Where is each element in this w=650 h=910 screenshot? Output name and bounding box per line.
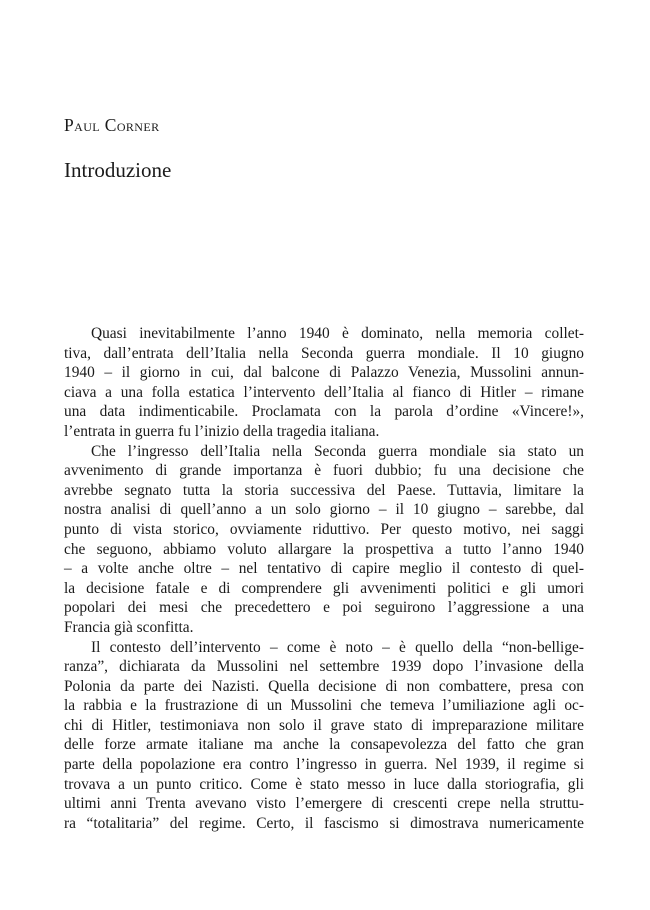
text-line: chi di Hitler, testimoniava non solo il grave stato di impreparazione militare bbox=[64, 716, 584, 734]
text-line: avvenimento di grande importanza è fuori dubbio; fu una decisione che bbox=[64, 462, 584, 480]
text-line: Polonia da parte dei Nazisti. Quella decisione di non combattere, presa con bbox=[64, 677, 584, 695]
text-line: una data indimenticabile. Proclamata con la parola d’ordine «Vincere!», bbox=[64, 403, 584, 421]
text-line: trovava a un punto critico. Come è stato messo in luce dalla storiografia, gli bbox=[64, 775, 584, 793]
paragraph bbox=[64, 638, 584, 834]
text-line: Che l’ingresso dell’Italia nella Seconda guerra mondiale sia stato un bbox=[91, 442, 584, 460]
text-line: Francia già sconfitta. bbox=[64, 618, 194, 636]
text-line: delle forze armate italiane ma anche la consapevolezza del fatto che gran bbox=[64, 736, 584, 754]
text-line: nostra analisi di quell’anno a un solo giorno – il 10 giugno – sarebbe, dal bbox=[64, 501, 584, 519]
author-name: Paul Corner bbox=[64, 115, 160, 135]
text-line: ranza”, dichiarata da Mussolini nel settembre 1939 dopo l’invasione della bbox=[64, 658, 584, 676]
text-line: la rabbia e la frustrazione di un Mussolini che temeva l’umiliazione agli oc- bbox=[64, 697, 584, 715]
text-line: ultimi anni Trenta avevano visto l’emergere di crescenti crepe nella struttu- bbox=[64, 795, 584, 813]
body-text bbox=[64, 324, 584, 833]
text-line: punto di vista storico, ovviamente riduttivo. Per questo motivo, nei saggi bbox=[64, 520, 584, 538]
text-line: Quasi inevitabilmente l’anno 1940 è dominato, nella memoria collet- bbox=[91, 325, 584, 342]
paragraph bbox=[64, 324, 584, 442]
text-line: che seguono, abbiamo voluto allargare la prospettiva a tutto l’anno 1940 bbox=[64, 540, 584, 558]
text-line: popolari dei mesi che precedettero e poi seguirono l’aggressione a una bbox=[64, 599, 584, 617]
text-line: 1940 – il giorno in cui, dal balcone di Palazzo Venezia, Mussolini annun- bbox=[64, 364, 584, 382]
text-line: avrebbe segnato tutta la storia successiva del Paese. Tuttavia, limitare la bbox=[64, 481, 584, 499]
text-line: Il contesto dell’intervento – come è noto – è quello della “non-bellige- bbox=[91, 638, 584, 656]
text-line: tiva, dall’entrata dell’Italia nella Seconda guerra mondiale. Il 10 giugno bbox=[64, 344, 584, 362]
text-line: – a volte anche oltre – nel tentativo di capire meglio il contesto di quel- bbox=[64, 560, 584, 578]
text-line: l’entrata in guerra fu l’inizio della tragedia italiana. bbox=[64, 422, 380, 440]
chapter-title: Introduzione bbox=[64, 158, 172, 182]
text-line: ra “totalitaria” del regime. Certo, il fascismo si dimostrava numericamente bbox=[64, 814, 584, 832]
text-line: ciava a una folla estatica l’intervento dell’Italia al fianco di Hitler – rimane bbox=[64, 383, 584, 401]
paragraph bbox=[64, 442, 584, 638]
text-line: parte della popolazione era contro l’ingresso in guerra. Nel 1939, il regime si bbox=[64, 756, 584, 774]
text-line: la decisione fatale e di comprendere gli avvenimenti politici e gli umori bbox=[64, 579, 584, 597]
